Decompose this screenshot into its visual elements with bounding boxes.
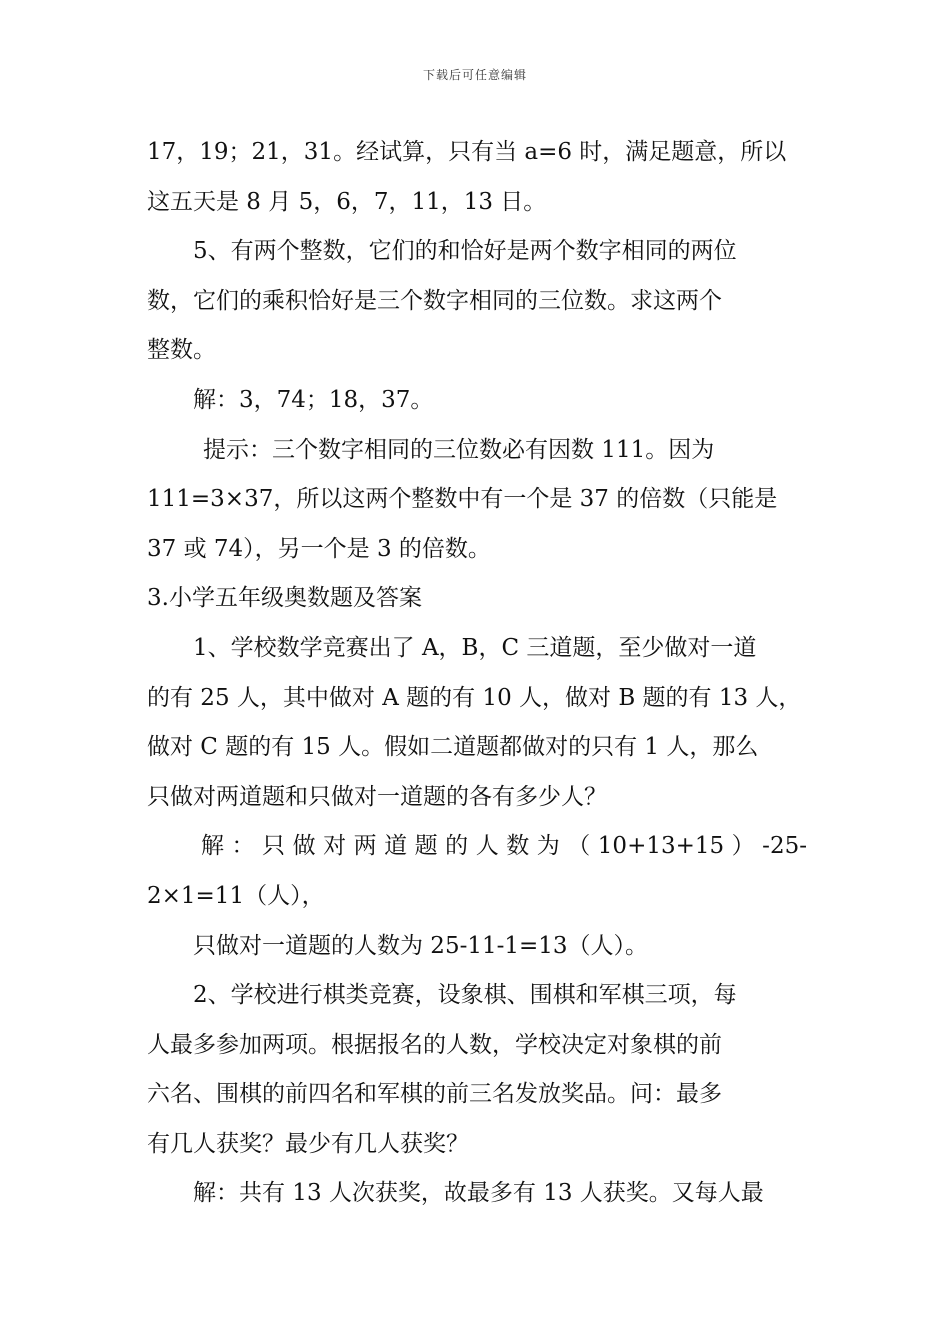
text-line: 人最多参加两项。根据报名的人数，学校决定对象棋的前 [147, 1031, 722, 1058]
text-line: 只做对两道题和只做对一道题的各有多少人？ [147, 783, 607, 810]
document-body [147, 128, 807, 1219]
text-line: 17，19；21，31。经试算，只有当 a=6 时，满足题意，所以 [147, 139, 787, 165]
section-heading: 3.小学五年级奥数题及答案 [147, 585, 422, 612]
hint-line: 提示：三个数字相同的三位数必有因数 111。因为 [203, 436, 715, 463]
problem-2-line: 2、学校进行棋类竞赛，设象棋、围棋和军棋三项，每 [193, 982, 737, 1009]
text-line: 111=3×37，所以这两个整数中有一个是 37 的倍数（只能是 [147, 486, 778, 513]
answer-line: 解：共有 13 人次获奖，故最多有 13 人获奖。又每人最 [193, 1180, 764, 1207]
page-header: 下载后可任意编辑 [422, 68, 527, 82]
text-line: 有几人获奖？最少有几人获奖？ [147, 1130, 469, 1157]
answer-line: 解：只做对两道题的人数为（10+13+15）-25- [201, 833, 807, 860]
text-line: 数，它们的乘积恰好是三个数字相同的三位数。求这两个 [147, 287, 722, 314]
text-line: 整数。 [147, 337, 216, 364]
text-line: 做对 C 题的有 15 人。假如二道题都做对的只有 1 人，那么 [147, 734, 759, 761]
problem-1-line: 1、学校数学竞赛出了 A，B，C 三道题，至少做对一道 [193, 634, 757, 661]
text-line: 的有 25 人，其中做对 A 题的有 10 人，做对 B 题的有 13 人， [147, 684, 802, 711]
text-line: 2×1=11（人）， [147, 882, 325, 909]
text-line: 六名、围棋的前四名和军棋的前三名发放奖品。问：最多 [147, 1081, 722, 1108]
text-line: 只做对一道题的人数为 25-11-1=13（人）。 [193, 932, 649, 959]
answer-line: 解：3，74；18，37。 [193, 386, 434, 413]
text-line: 37 或 74），另一个是 3 的倍数。 [147, 535, 491, 562]
problem-5-line: 5、有两个整数，它们的和恰好是两个数字相同的两位 [193, 238, 737, 265]
text-line: 这五天是 8 月 5，6，7，11，13 日。 [147, 188, 547, 215]
